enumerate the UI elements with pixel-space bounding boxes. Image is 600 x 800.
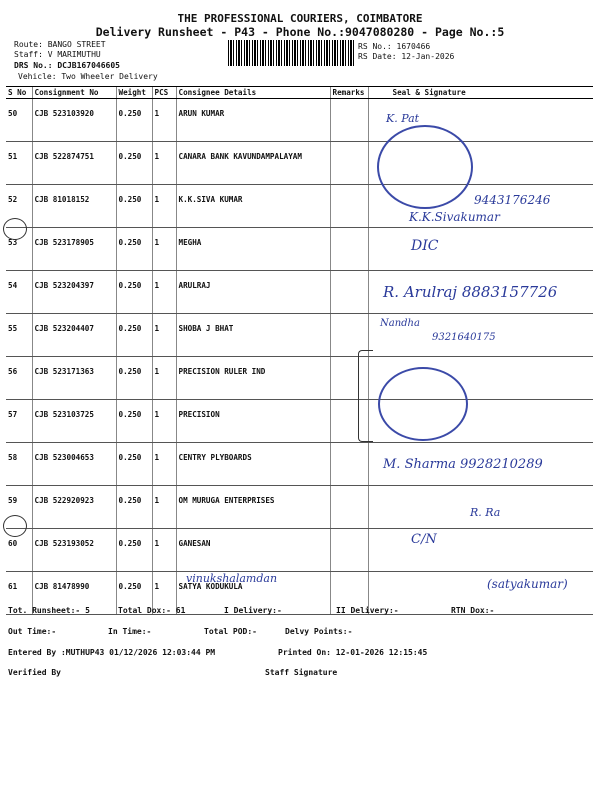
cell-weight: 0.250 — [116, 486, 152, 529]
cell-sno: 57 — [6, 400, 32, 443]
table-header — [6, 87, 593, 99]
cell-signature — [368, 228, 593, 271]
signature: R. Arulraj 8883157726 — [383, 283, 558, 301]
cell-pcs: 1 — [152, 228, 176, 271]
cell-consignment: CJB 523193052 — [32, 529, 116, 572]
col-weight: Weight — [116, 87, 152, 99]
cell-signature — [368, 529, 593, 572]
cell-weight: 0.250 — [116, 185, 152, 228]
total-pod: Total POD:- — [204, 627, 257, 636]
cell-sno: 61 — [6, 572, 32, 615]
staff-signature: Staff Signature — [265, 668, 338, 677]
entered-by: Entered By :MUTHUP43 01/12/2026 12:03:44 PM — [8, 648, 216, 657]
cell-remarks — [330, 271, 368, 314]
cell-sno: 50 — [6, 99, 32, 142]
table-row — [6, 314, 593, 357]
phone-handwritten: 9321640175 — [432, 332, 496, 343]
cell-pcs: 1 — [152, 529, 176, 572]
cell-consignee: MEGHA — [176, 228, 330, 271]
cell-pcs: 1 — [152, 142, 176, 185]
phone-handwritten: 9443176246 — [474, 193, 551, 207]
cell-sno: 51 — [6, 142, 32, 185]
table-row — [6, 357, 593, 400]
table-row — [6, 529, 593, 572]
company-seal-stamp — [378, 367, 468, 441]
cell-consignee: ARULRAJ — [176, 271, 330, 314]
table-row — [6, 400, 593, 443]
cell-weight: 0.250 — [116, 400, 152, 443]
total-dox: Total Dox:- 61 — [118, 606, 186, 615]
cell-remarks — [330, 228, 368, 271]
cell-consignment: CJB 522874751 — [32, 142, 116, 185]
in-time: In Time:- — [108, 627, 152, 636]
cell-pcs: 1 — [152, 271, 176, 314]
signature: (satyakumar) — [487, 577, 568, 591]
total-runsheet: Tot. Runsheet:- 5 — [8, 606, 90, 615]
bank-seal-stamp — [377, 125, 473, 209]
table-row — [6, 142, 593, 185]
cell-weight: 0.250 — [116, 314, 152, 357]
cell-sno: 59 — [6, 486, 32, 529]
cell-consignee: ARUN KUMAR — [176, 99, 330, 142]
table-row — [6, 486, 593, 529]
bracket-mark — [358, 350, 373, 442]
col-pcs: PCS — [152, 87, 176, 99]
col-remarks: Remarks — [330, 87, 368, 99]
cell-weight: 0.250 — [116, 99, 152, 142]
barcode — [228, 40, 356, 66]
cell-sno: 58 — [6, 443, 32, 486]
cell-sno: 55 — [6, 314, 32, 357]
cell-pcs: 1 — [152, 185, 176, 228]
row-mark-circle — [3, 218, 27, 240]
signature: DIC — [411, 238, 439, 254]
col-seal-signature: Seal & Signature — [368, 87, 593, 99]
staff: Staff: V MARIMUTHU — [14, 50, 101, 59]
signature: R. Ra — [470, 506, 501, 519]
cell-consignment: CJB 523171363 — [32, 357, 116, 400]
cell-consignee: OM MURUGA ENTERPRISES — [176, 486, 330, 529]
out-time: Out Time:- — [8, 627, 57, 636]
cell-consignee: SATYA KODUKULA — [176, 572, 330, 615]
cell-consignment: CJB 523178905 — [32, 228, 116, 271]
signature: C/N — [411, 532, 437, 547]
cell-remarks — [330, 486, 368, 529]
vehicle: Vehicle: Two Wheeler Delivery — [18, 72, 158, 81]
cell-pcs: 1 — [152, 314, 176, 357]
cell-consignee: CANARA BANK KAVUNDAMPALAYAM — [176, 142, 330, 185]
cell-consignee: PRECISION RULER IND — [176, 357, 330, 400]
cell-sno: 56 — [6, 357, 32, 400]
cell-remarks — [330, 142, 368, 185]
cell-pcs: 1 — [152, 357, 176, 400]
table-row — [6, 99, 593, 142]
signature: M. Sharma 9928210289 — [383, 457, 543, 472]
cell-pcs: 1 — [152, 443, 176, 486]
cell-weight: 0.250 — [116, 142, 152, 185]
col-consignee: Consignee Details — [176, 87, 330, 99]
drs-number: DRS No.: DCJB167046605 — [14, 61, 120, 70]
cell-consignment: CJB 81018152 — [32, 185, 116, 228]
row-mark-circle — [3, 515, 27, 537]
col-sno: S No — [6, 87, 32, 99]
cell-sno: 54 — [6, 271, 32, 314]
runsheet-title: Delivery Runsheet - P43 - Phone No.:9047080280 - Page No.:5 — [95, 25, 505, 39]
i-delivery: I Delivery:- — [224, 606, 282, 615]
cell-consignment: CJB 522920923 — [32, 486, 116, 529]
cell-pcs: 1 — [152, 486, 176, 529]
signature: Nandha — [380, 318, 420, 329]
route: Route: BANGO STREET — [14, 40, 106, 49]
cell-consignment: CJB 523103920 — [32, 99, 116, 142]
signature: vinukshalamdan — [186, 572, 278, 585]
cell-consignment: CJB 523004653 — [32, 443, 116, 486]
cell-consignment: CJB 81478990 — [32, 572, 116, 615]
cell-consignment: CJB 523204407 — [32, 314, 116, 357]
cell-weight: 0.250 — [116, 572, 152, 615]
cell-pcs: 1 — [152, 99, 176, 142]
cell-consignment: CJB 523103725 — [32, 400, 116, 443]
signature: K.K.Sivakumar — [409, 210, 500, 224]
delivery-points: Delvy Points:- — [285, 627, 353, 636]
col-consignment: Consignment No — [32, 87, 116, 99]
runsheet-table — [6, 86, 593, 615]
printed-on: Printed On: 12-01-2026 12:15:45 — [278, 648, 428, 657]
cell-consignee: PRECISION — [176, 400, 330, 443]
cell-sno: 60 — [6, 529, 32, 572]
cell-sno: 52 — [6, 185, 32, 228]
signature: K. Pat — [386, 112, 420, 125]
cell-consignee: CENTRY PLYBOARDS — [176, 443, 330, 486]
cell-consignee: K.K.SIVA KUMAR — [176, 185, 330, 228]
rtn-dox: RTN Dox:- — [451, 606, 495, 615]
cell-weight: 0.250 — [116, 529, 152, 572]
cell-weight: 0.250 — [116, 228, 152, 271]
cell-remarks — [330, 529, 368, 572]
cell-remarks — [330, 443, 368, 486]
table-row — [6, 228, 593, 271]
cell-consignment: CJB 523204397 — [32, 271, 116, 314]
cell-consignee: GANESAN — [176, 529, 330, 572]
cell-weight: 0.250 — [116, 443, 152, 486]
ii-delivery: II Delivery:- — [336, 606, 399, 615]
company-name: THE PROFESSIONAL COURIERS, COIMBATORE — [177, 12, 423, 25]
cell-remarks — [330, 185, 368, 228]
cell-remarks — [330, 99, 368, 142]
rs-number: RS No.: 1670466 — [358, 42, 431, 51]
cell-weight: 0.250 — [116, 357, 152, 400]
cell-sno: 53 — [6, 228, 32, 271]
verified-by: Verified By — [8, 668, 61, 677]
cell-pcs: 1 — [152, 572, 176, 615]
cell-consignee: SHOBA J BHAT — [176, 314, 330, 357]
cell-pcs: 1 — [152, 400, 176, 443]
cell-weight: 0.250 — [116, 271, 152, 314]
rs-date: RS Date: 12-Jan-2026 — [358, 52, 455, 61]
